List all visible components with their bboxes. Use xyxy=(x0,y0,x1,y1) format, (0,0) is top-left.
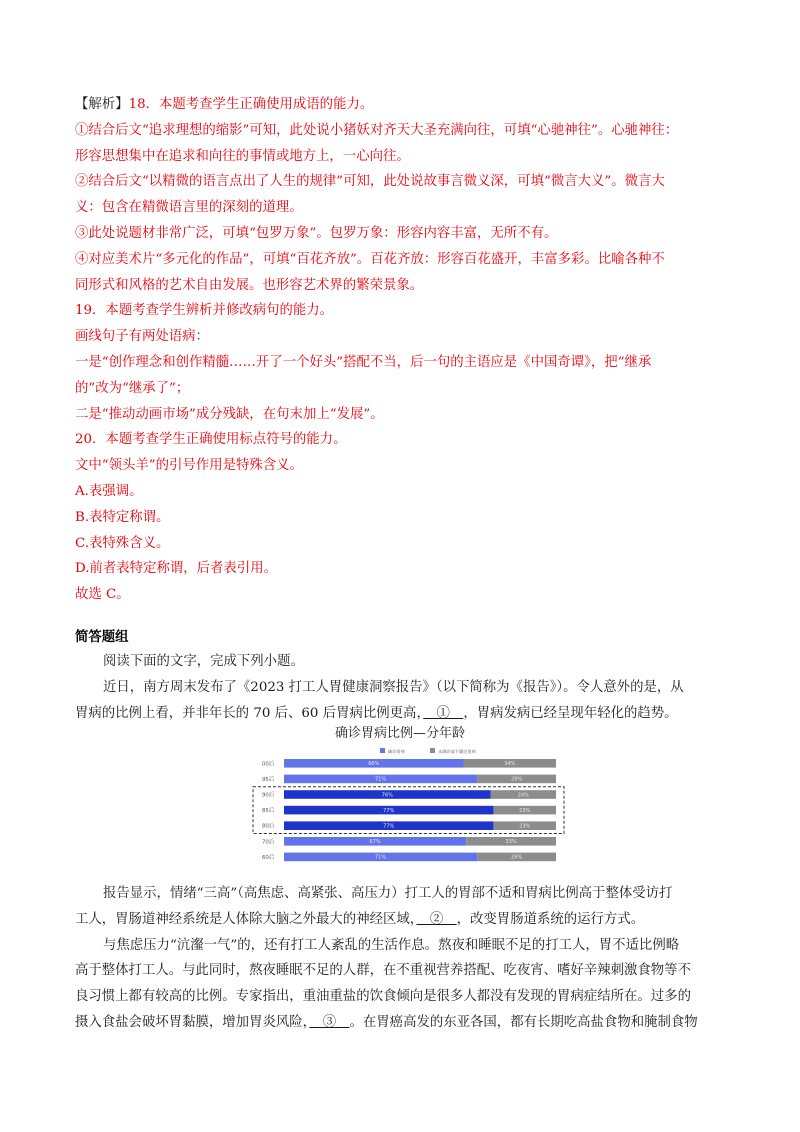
analysis-text: 20．本题考查学生正确使用标点符号的能力。 xyxy=(75,432,347,448)
analysis-line xyxy=(75,453,735,479)
passage-text: 报告显示，情绪“三高”（高焦虑、高紧张、高压力）打工人的胃部不适和胃病比例高于整体受访打 xyxy=(103,886,673,901)
passage-text: 摄入食盐会破坏胃黏膜，增加胃炎风险， xyxy=(75,1014,310,1030)
analysis-text: 二是“推动动画市场”成分残缺，在句末加上“发展”。 xyxy=(75,406,384,422)
category-label: 00后 xyxy=(262,761,275,768)
data-label: 67% xyxy=(369,839,381,846)
data-label: 29% xyxy=(510,776,523,783)
analysis-line xyxy=(75,350,735,376)
passage-text: 工人，胃肠道神经系统是人体除大脑之外最大的神经区域， xyxy=(75,911,417,927)
analysis-line xyxy=(75,427,735,453)
analysis-text: 一是“创作理念和创作精髓……开了一个好头”搭配不当，后一句的主语应是《中国奇谭》，把“继承 xyxy=(75,354,652,370)
analysis-text: 画线句子有两处语病： xyxy=(75,329,209,345)
analysis-text: 【解析】 xyxy=(75,97,129,112)
data-label: 23% xyxy=(519,807,531,814)
analysis-line xyxy=(75,221,735,247)
analysis-text: C.表特殊含义。 xyxy=(75,535,170,551)
analysis-text: ②结合后文“以精微的语言点出了人生的规律”可知，此处说故事言微义深，可填“微言大义”。微言大 xyxy=(75,174,665,190)
passage-text: ，改变胃肠道系统的运行方式。 xyxy=(456,911,645,927)
data-label: 29% xyxy=(510,854,523,861)
data-label: 77% xyxy=(383,823,395,830)
passage-line xyxy=(75,675,735,701)
analysis-text: 18．本题考查学生正确使用成语的能力。 xyxy=(128,97,374,112)
analysis-line xyxy=(75,582,735,608)
passage-text: 高于整体打工人。与此同时，熬夜睡眠不足的人群，在不重视营养搭配、吃夜宵、嗜好辛辣刺激食物等不 xyxy=(75,963,691,979)
passage-line xyxy=(75,958,735,984)
analysis-text: 的”改为“继承了”； xyxy=(75,380,190,396)
passage-line xyxy=(75,881,735,907)
analysis-line xyxy=(75,556,735,582)
analysis-line xyxy=(75,479,735,505)
analysis-text: 同形式和风格的艺术自由发展。也形容艺术界的繁荣景象。 xyxy=(75,277,424,293)
passage-main xyxy=(75,881,735,1036)
analysis-line xyxy=(75,273,735,299)
data-label: 71% xyxy=(374,776,387,783)
analysis-line xyxy=(75,169,735,195)
category-label: 80后 xyxy=(262,823,275,830)
analysis-line xyxy=(75,118,735,144)
analysis-line xyxy=(75,531,735,557)
analysis-text: 19．本题考查学生辨析并修改病句的能力。 xyxy=(75,303,334,319)
analysis-line xyxy=(75,505,735,531)
category-label: 90后 xyxy=(262,792,275,799)
passage-line xyxy=(75,1010,735,1036)
legend-swatch xyxy=(380,748,385,753)
answer-blank: ③ xyxy=(309,1014,350,1030)
analysis-line xyxy=(75,298,735,324)
answer-blank: ① xyxy=(423,705,464,721)
analysis-text: ①结合后文“追求理想的缩影”可知，此处说小猪妖对齐天大圣充满向往，可填“心驰神往”。心驰神往： xyxy=(75,122,679,138)
data-label: 76% xyxy=(381,792,393,799)
category-label: 95后 xyxy=(262,776,275,783)
analysis-text: 文中“领头羊”的引号作用是特殊含义。 xyxy=(75,458,303,474)
analysis-block xyxy=(75,92,735,608)
passage-text: 胃病的比例上看，并非年长的 70 后、60 后胃病比例更高， xyxy=(75,705,424,721)
data-label: 23% xyxy=(519,823,531,830)
passage-text: 与焦虑压力“沆瀣一气”的，还有打工人紊乱的生活作息。熬夜和睡眠不足的打工人，胃不适比例略 xyxy=(103,937,680,953)
analysis-line xyxy=(75,195,735,221)
analysis-line xyxy=(75,402,735,428)
category-label: 85后 xyxy=(262,808,275,815)
data-label: 77% xyxy=(383,807,395,814)
data-label: 24% xyxy=(517,792,529,799)
analysis-text: ③此处说题材非常广泛，可填“包罗万象”。包罗万象：形容内容丰富，无所不有。 xyxy=(75,225,558,241)
data-label: 66% xyxy=(368,761,380,768)
analysis-text: 义：包含在精微语言里的深刻的道理。 xyxy=(75,200,303,216)
category-label: 70后 xyxy=(262,839,275,846)
passage-text: 阅读下面的文字，完成下列小题。 xyxy=(103,654,304,669)
analysis-line xyxy=(75,144,735,170)
analysis-text: A.表强调。 xyxy=(75,483,143,499)
legend-label: 未确诊或不确定胃病 xyxy=(438,749,476,754)
legend-label: 确诊胃病 xyxy=(388,749,405,754)
passage-line xyxy=(75,649,735,675)
section-title: 简答题组 xyxy=(75,629,129,645)
legend-swatch xyxy=(430,748,435,753)
analysis-line xyxy=(75,92,735,118)
chart-title: 确诊胃病比例—分年龄 xyxy=(334,726,465,741)
passage-text: 良习惯上都有较高的比例。专家指出，重油重盐的饮食倾向是很多人都没有发现的胃病症结所在。过多的 xyxy=(75,989,691,1005)
analysis-text: 故选 C。 xyxy=(75,587,130,603)
category-label: 60后 xyxy=(262,854,275,861)
passage-line xyxy=(75,933,735,959)
analysis-line xyxy=(75,247,735,273)
passage-intro xyxy=(75,649,735,726)
passage-text: 。在胃癌高发的东亚各国，都有长期吃高盐食物和腌制食物 xyxy=(349,1014,698,1030)
age-bar-chart xyxy=(250,745,570,877)
passage-line xyxy=(75,907,735,933)
analysis-line xyxy=(75,376,735,402)
analysis-text: B.表特定称谓。 xyxy=(75,509,170,525)
passage-line xyxy=(75,984,735,1010)
answer-blank: ② xyxy=(416,911,457,927)
analysis-text: ④对应美术片“多元化的作品”，可填“百花齐放”。百花齐放：形容百花盛开，丰富多彩。比喻各种不 xyxy=(75,251,665,267)
data-label: 71% xyxy=(374,854,387,861)
data-label: 33% xyxy=(505,839,517,846)
analysis-text: D.前者表特定称谓，后者表引用。 xyxy=(75,561,277,577)
passage-text: 近日，南方周末发布了《2023 打工人胃健康洞察报告》（以下简称为《报告》）。令人意外的是，从 xyxy=(103,679,684,695)
analysis-text: 形容思想集中在追求和向往的事情或地方上，一心向往。 xyxy=(75,148,410,164)
data-label: 34% xyxy=(504,761,516,768)
analysis-line xyxy=(75,324,735,350)
passage-text: ，胃病发病已经呈现年轻化的趋势。 xyxy=(463,705,678,721)
